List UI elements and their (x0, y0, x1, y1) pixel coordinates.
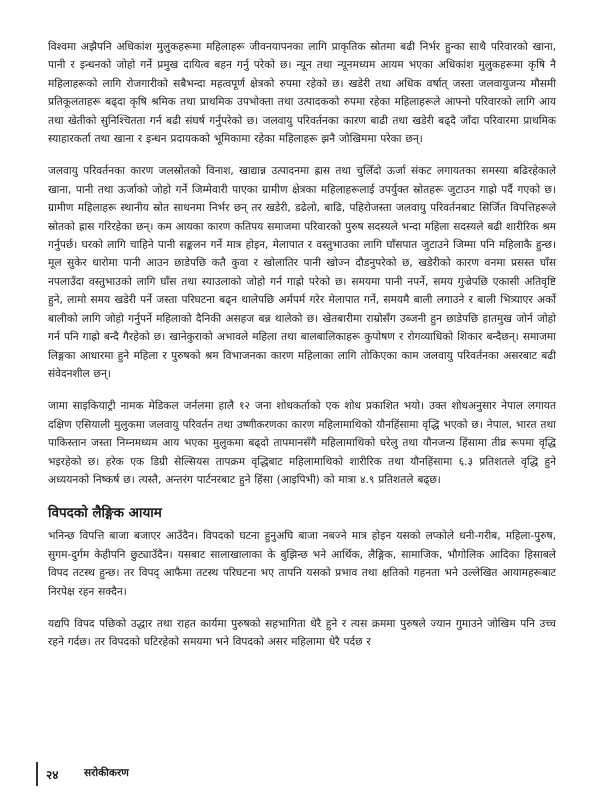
paragraph-jama-psychiatry-study: जामा साइकियाट्री नामक मेडिकल जर्नलमा हालै १२ जना शोधकर्ताको एक शोध प्रकाशित भयो। उक्त शोधअनुसार नेपाल लगायत दक्षिण एसियाली मुलुकमा जलवायु परिवर्तन तथा उष्णीकरणका कारण महिलामाथिको यौनहिंसामा वृद्धि भएको छ। नेपाल, भारत तथा पाकिस्तान जस्ता निम्नमध्यम आय भएका मुलुकमा बढ्दो तापमानसँगै महिलामाथिको घरेलु तथा यौनजन्य हिंसामा तीव्र रूपमा वृद्धि भइरहेको छ। हरेक एक डिग्री सेल्सियस तापक्रम वृद्धिबाट महिलामाथिको शारीरिक तथा यौनहिंसामा ६.३ प्रतिशतले वृद्धि हुने अध्ययनको निष्कर्ष छ। त्यस्तै, अन्तरंग पार्टनरबाट हुने हिंसा (आइपिभी) को मात्रा ४.९ प्रतिशतले बढ्छ। (48, 400, 556, 486)
paragraph-disaster-neutrality: भनिन्छ विपत्ति बाजा बजाएर आउँदैन। विपदको घटना हुनुअघि बाजा नबज्ने मात्र होइन यसको लप्कोले धनी-गरीब, महिला-पुरुष, सुगम-दुर्गम केहीपनि छुट्याउँदैन। यसबाट सालाखालाका के बुझिन्छ भने आर्थिक, लैङ्गिक, सामाजिक, भौगोलिक आदिका हिसाबले विपद तटस्थ हुन्छ। तर विपद् आफैमा तटस्थ परिघटना भए तापनि यसको प्रभाव तथा क्षतिको गहनता भने उल्लेखित आयामहरूबाट निरपेक्ष रहन सक्दैन। (48, 530, 556, 598)
page-footer (0, 762, 600, 786)
publication-title: सरोकीकरण (84, 767, 129, 779)
section-heading: विपदको लैङ्गिक आयाम (48, 505, 162, 522)
paragraph-disaster-impact-women: यद्यपि विपद पछिको उद्धार तथा राहत कार्यमा पुरुषको सहभागिता धेरै हुने र त्यस क्रममा पुरुषले ज्यान गुमाउने जोखिम पनि उच्च रहने गर्दछ। तर विपदको घटिरहेको समयमा भने विपदको असर महिलामा धेरै पर्दछ र (48, 617, 556, 649)
footer-divider (36, 762, 38, 786)
paragraph-climate-resource-burden: जलवायु परिवर्तनका कारण जलस्रोतको विनाश, खाद्यान्न उत्पादनमा ह्रास तथा चुलिँदो ऊर्जा संकट लगायतका समस्या बढिरहेकाले खाना, पानी तथा ऊर्जाको जोहो गर्ने जिम्मेवारी पाएका ग्रामीण क्षेत्रका महिलाहरूलाई उपर्युक्त स्रोतहरू जुटाउन गाह्रो पर्दै गएको छ। ग्रामीण महिलाहरू स्थानीय स्रोत साधनमा निर्भर छन् तर खडेरी, डढेलो, बाढि, पहिरोजस्ता जलवायु परिवर्तनबाट सिर्जित विपत्तिहरूले स्रोतको ह्रास गरिरहेका छन्। कम आयका कारण कतिपय समाजमा परिवारको पुरुष सदस्यले भन्दा महिला सदस्यले बढी शारीरिक श्रम गर्नुपर्छ। घरको लागि चाहिने पानी सङ्कलन गर्ने मात्र होइन, मेलापात र वस्तुभाउका लागि घाँसपात जुटाउने जिम्मा पनि महिलाकै हुन्छ। मूल सुकेर धारोमा पानी आउन छाडेपछि कतै कुवा र खोलातिर पानी खोज्न दौडनुपरेको छ, खडेरीको कारण वनमा प्रसस्त घाँस नपलाउँदा वस्तुभाउको लागि घाँस तथा स्याउलाको जोहो गर्न गाह्रो परेको छ। समयमा पानी नपर्ने, समय गुज्रेपछि एकासी अतिवृष्टि हुने, लामो समय खडेरी पर्ने जस्ता परिघटना बढ्न थालेपछि अर्मपर्म गरेर मेलापात गर्ने, समयमै बाली लगाउने र बाली भित्र्याएर अर्को बालीको लागि जोहो गर्नुपर्ने महिलाको दैनिकी असहज बन्न थालेको छ। खेतबारीमा राम्रोसँग उब्जनी हुन छाडेपछि हातमुख जोर्न जोहो गर्न पनि गाह्रो बन्दै गैरहेको छ। खानेकुराको अभावले महिला तथा बालबालिकाहरू कुपोषण र रोगव्याधिको शिकार बन्दैछन्। समाजमा लिङ्गका आधारमा हुने महिला र पुरुषको श्रम विभाजनका कारण महिलाका लागि तोकिएका काम जलवायु परिवर्तनका असरबाट बढी संवेदनशील छन्। (48, 165, 556, 380)
page-body (48, 38, 556, 666)
paragraph-livelihood-dependence: विश्वमा अझैपनि अधिकांश मुलुकहरूमा महिलाहरू जीवनयापनका लागि प्राकृतिक स्रोतमा बढी निर्भर हुन्का साथै परिवारको खाना, पानी र इन्धनको जोहो गर्ने प्रमुख दायित्व बहन गर्नु परेको छ। न्यून तथा न्यूनमध्यम आयम भएका अधिकांश मुलुकहरूमा कृषि नै महिलाहरूको लागि रोजगारीको सबैभन्दा महत्वपूर्ण क्षेत्रको रुपमा रहेको छ। खडेरी तथा अधिक वर्षात् जस्ता जलवायुजन्य मौसमी प्रतिकूलताहरू बढ्दा कृषि श्रमिक तथा प्राथमिक उपभोक्ता तथा उत्पादकको रुपमा रहेका महिलाहरूले आफ्नो परिवारको लागि आय तथा खेतीको सुनिश्चितता गर्न बढी संघर्ष गर्नुपरेको छ। जलवायु परिवर्तनका कारण बाढी तथा खडेरी बढ्दै जाँदा परिवारमा प्राथमिक स्याहारकर्ता तथा खाना र इन्धन प्रदायकको भूमिकामा रहेका महिलाहरू झनै जोखिममा परेका छन्। (48, 41, 556, 146)
page-number: २४ (46, 768, 59, 782)
